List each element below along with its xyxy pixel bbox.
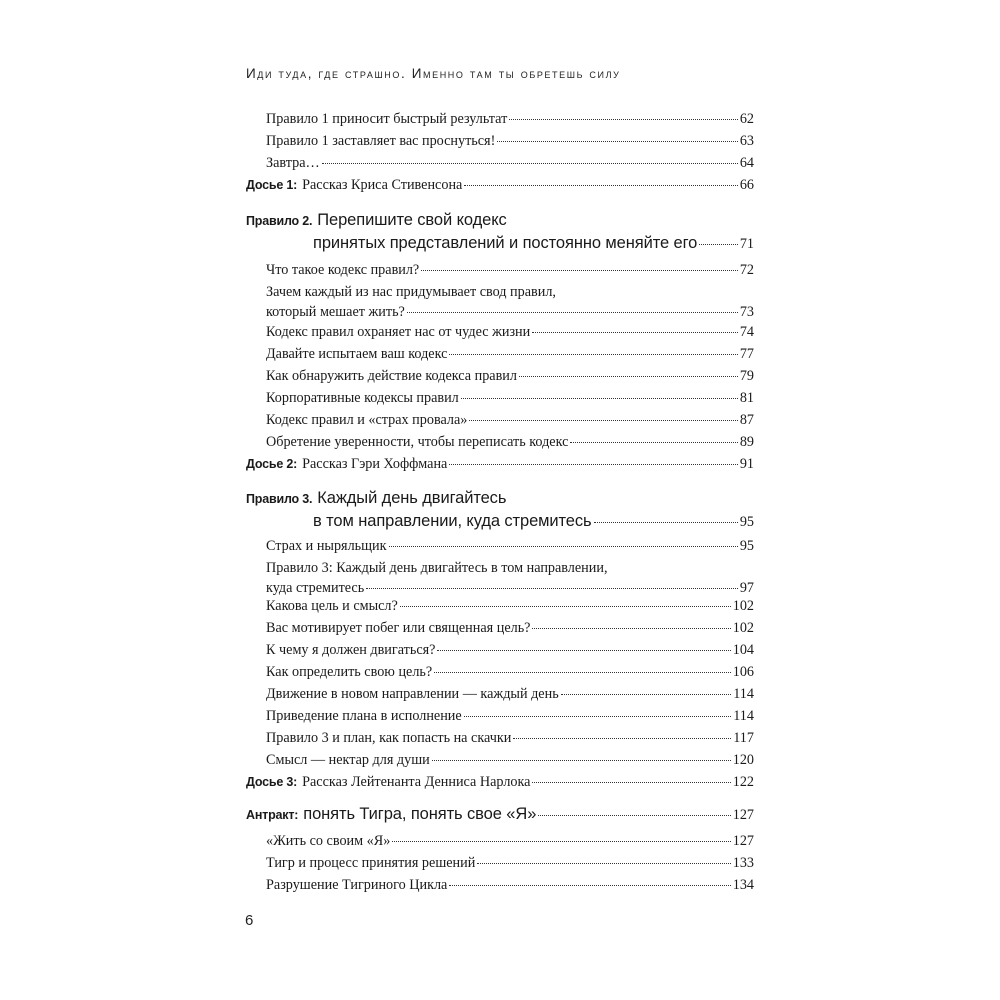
leader-dots	[497, 140, 738, 142]
chapter-title-cont: в том направлении, куда стремитесь	[313, 512, 592, 530]
entry-page: 71	[739, 236, 754, 252]
entry-page: 81	[739, 390, 754, 406]
leader-dots	[389, 545, 738, 547]
chapter-label: Правило 3.	[246, 492, 313, 506]
toc-entry	[246, 153, 754, 175]
leader-dots	[449, 463, 737, 465]
toc-entry	[246, 410, 754, 432]
leader-dots	[509, 118, 738, 120]
toc-entry	[246, 282, 754, 324]
toc-entry	[246, 322, 754, 344]
entry-title-cont: который мешает жить?	[266, 304, 405, 320]
dossier-entry	[246, 772, 754, 794]
leader-dots	[449, 353, 737, 355]
entry-title: Правило 3 и план, как попасть на скачки	[266, 730, 512, 746]
leader-dots	[434, 671, 731, 673]
entry-page: 91	[739, 456, 754, 472]
entry-page: 62	[739, 111, 754, 127]
entry-title: Правило 3: Каждый день двигайтесь в том направлении,	[266, 560, 608, 576]
entry-title: Завтра…	[266, 155, 320, 171]
entry-title: Правило 1 заставляет вас проснуться!	[266, 133, 496, 149]
toc-entry	[246, 618, 754, 640]
chapter-label: Антракт:	[246, 808, 299, 822]
entry-page: 133	[732, 855, 754, 871]
toc-entry	[246, 344, 754, 366]
entry-title-cont: куда стремитесь	[266, 580, 365, 596]
entry-title: Корпоративные кодексы правил	[266, 390, 459, 406]
toc-entry	[246, 536, 754, 558]
entry-title: Какова цель и смысл?	[266, 598, 398, 614]
chapter-title: понять Тигра, понять свое «Я»	[303, 805, 537, 823]
toc-entry	[246, 875, 754, 897]
leader-dots	[513, 737, 731, 739]
toc-entry	[246, 750, 754, 772]
dossier-label: Досье 2:	[246, 457, 298, 471]
dossier-label: Досье 1:	[246, 178, 298, 192]
entry-page: 102	[732, 598, 754, 614]
leader-dots	[400, 605, 731, 607]
leader-dots	[421, 269, 738, 271]
toc-entry	[246, 640, 754, 662]
entry-page: 114	[733, 708, 754, 724]
leader-dots	[464, 715, 732, 717]
toc-entry	[246, 260, 754, 282]
toc-entry	[246, 831, 754, 853]
entry-title: Что такое кодекс правил?	[266, 262, 420, 278]
toc-entry	[246, 684, 754, 706]
entry-title: Обретение уверенности, чтобы переписать кодекс	[266, 434, 569, 450]
entry-page: 66	[739, 177, 754, 193]
dossier-label: Досье 3:	[246, 775, 298, 789]
entry-page: 114	[733, 686, 754, 702]
entry-title: Вас мотивирует побег или священная цель?	[266, 620, 531, 636]
entry-title: Зачем каждый из нас придумывает свод правил,	[266, 284, 556, 300]
entry-title: Кодекс правил охраняет нас от чудес жизни	[266, 324, 531, 340]
entry-title: Рассказ Гэри Хоффмана	[302, 456, 448, 472]
entry-title: Кодекс правил и «страх провала»	[266, 412, 468, 428]
leader-dots	[477, 862, 730, 864]
chapter-title-cont: принятых представлений и постоянно меняйте его	[313, 234, 698, 252]
entry-title: Рассказ Криса Стивенсона	[302, 177, 463, 193]
running-head: Иди туда, где страшно. Именно там ты обретешь силу	[246, 66, 621, 81]
toc-entry	[246, 706, 754, 728]
entry-page: 120	[732, 752, 754, 768]
leader-dots	[532, 627, 730, 629]
entry-title: Как обнаружить действие кодекса правил	[266, 368, 517, 384]
leader-dots	[407, 311, 738, 313]
entry-page: 87	[739, 412, 754, 428]
dossier-entry	[246, 454, 754, 476]
entry-page: 95	[739, 538, 754, 554]
entry-page: 127	[732, 833, 754, 849]
leader-dots	[432, 759, 731, 761]
page-number: 6	[245, 912, 254, 929]
entry-page: 64	[739, 155, 754, 171]
leader-dots	[532, 331, 738, 333]
entry-page: 97	[739, 580, 754, 596]
leader-dots	[699, 243, 738, 245]
entry-page: 127	[732, 807, 754, 823]
entry-page: 104	[732, 642, 754, 658]
leader-dots	[461, 397, 738, 399]
leader-dots	[322, 162, 738, 164]
entry-page: 117	[733, 730, 754, 746]
entry-page: 134	[732, 877, 754, 893]
leader-dots	[519, 375, 738, 377]
chapter-heading	[246, 804, 754, 827]
chapter-title: Перепишите свой кодекс	[317, 211, 507, 229]
entry-page: 63	[739, 133, 754, 149]
leader-dots	[594, 521, 738, 523]
entry-title: К чему я должен двигаться?	[266, 642, 436, 658]
entry-title: Давайте испытаем ваш кодекс	[266, 346, 448, 362]
toc-entry	[246, 662, 754, 684]
entry-title: Движение в новом направлении — каждый день	[266, 686, 559, 702]
leader-dots	[532, 781, 730, 783]
leader-dots	[561, 693, 732, 695]
toc-entry	[246, 388, 754, 410]
leader-dots	[366, 587, 738, 589]
leader-dots	[437, 649, 730, 651]
leader-dots	[570, 441, 737, 443]
toc-entry	[246, 109, 754, 131]
entry-page: 89	[739, 434, 754, 450]
leader-dots	[464, 184, 737, 186]
entry-title: Тигр и процесс принятия решений	[266, 855, 476, 871]
entry-title: Смысл — нектар для души	[266, 752, 430, 768]
entry-title: Правило 1 приносит быстрый результат	[266, 111, 508, 127]
toc-entry	[246, 853, 754, 875]
toc-entry	[246, 558, 754, 600]
leader-dots	[392, 840, 730, 842]
chapter-label: Правило 2.	[246, 214, 313, 228]
dossier-entry	[246, 175, 754, 197]
entry-title: Как определить свою цель?	[266, 664, 433, 680]
entry-page: 102	[732, 620, 754, 636]
entry-title: Страх и ныряльщик	[266, 538, 387, 554]
entry-page: 73	[739, 304, 754, 320]
entry-title: Разрушение Тигриного Цикла	[266, 877, 448, 893]
entry-page: 106	[732, 664, 754, 680]
leader-dots	[469, 419, 737, 421]
entry-page: 74	[739, 324, 754, 340]
entry-title: Рассказ Лейтенанта Денниса Нарлока	[302, 774, 531, 790]
toc-entry	[246, 366, 754, 388]
entry-page: 72	[739, 262, 754, 278]
toc-entry	[246, 728, 754, 750]
toc-entry	[246, 131, 754, 153]
leader-dots	[449, 884, 730, 886]
toc-entry	[246, 596, 754, 618]
entry-page: 77	[739, 346, 754, 362]
entry-title: Приведение плана в исполнение	[266, 708, 462, 724]
leader-dots	[538, 814, 730, 816]
chapter-heading	[246, 210, 754, 256]
chapter-title: Каждый день двигайтесь	[317, 489, 507, 507]
entry-page: 122	[732, 774, 754, 790]
chapter-heading	[246, 488, 754, 534]
entry-page: 79	[739, 368, 754, 384]
toc-entry	[246, 432, 754, 454]
entry-page: 95	[739, 514, 754, 530]
entry-title: «Жить со своим «Я»	[266, 833, 391, 849]
